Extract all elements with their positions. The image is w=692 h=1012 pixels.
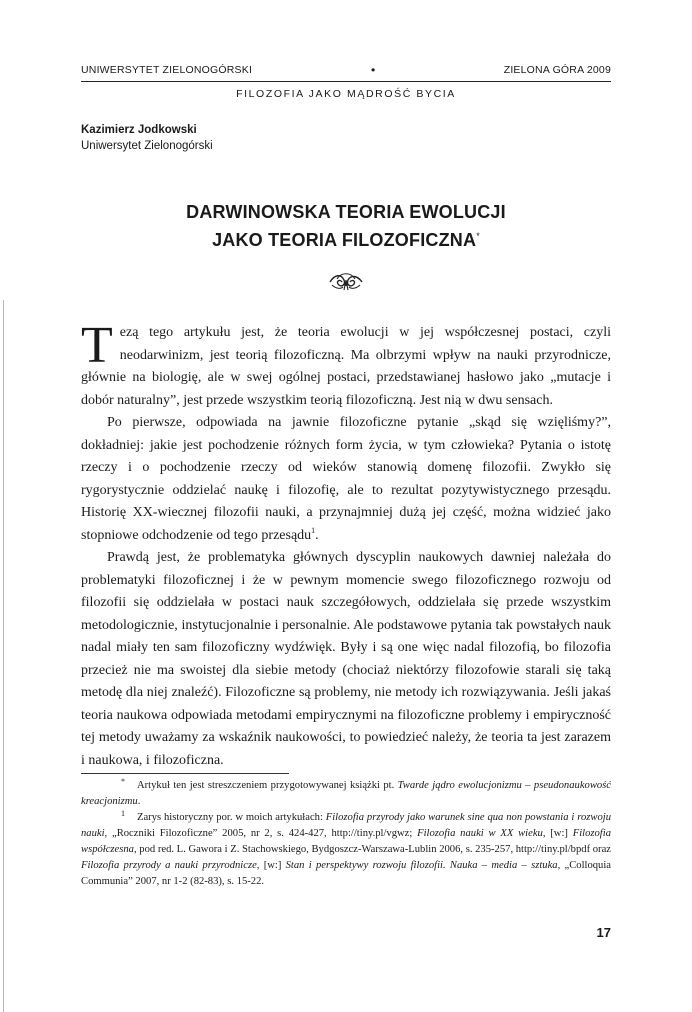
fleuron-ornament-icon [327,270,365,292]
footnote-2-part-e: , [w:] [542,828,573,839]
header-bullet: • [371,63,376,77]
paragraph-3-text: Prawdą jest, że problematyka głównych dyscyplin naukowych dawniej należała do problematyki filozoficznej i że w pewnym momencie swego filozoficznego rozwoju od filozofii się oddzielała w postaci nauk szczegółowych, oddzielała się przede wszystkim metodologicznie, instytucjonalnie i personalnie. Ale podstawowe pytania tak powstałych nauk nadal miały ten sam filozoficzny wydźwięk. Były i są one więc nadal filozofią, bo filozofia przecież nie ma swoistej dla siebie metody (chociaż niektórzy filozofowie starali się taką metodę dla niej znaleźć). Filozoficzne są problemy, nie metody ich rozwiązywania. Jeśli jakaś teoria naukowa odpowiada metodami empirycznymi na filozoficzne problemy i empiryczność tej metody uważamy za wskaźnik naukowości, to powiedzieć należy, że teoria ta jest zarazem i naukowa, i filozoficzna. [81,550,611,768]
author-affiliation: Uniwersytet Zielonogórski [81,140,213,152]
footnotes [81,778,611,890]
footnote-1-mark: * [121,777,125,786]
running-header [81,64,611,80]
footnote-1-text: Artykuł ten jest streszczeniem przygotowywanej książki pt. [137,780,398,791]
footnote-2-part-d: Filozofia nauki w XX wieku [417,828,543,839]
paragraph-2 [81,412,611,547]
header-university: UNIWERSYTET ZIELONOGÓRSKI [81,64,253,76]
title-line-2 [81,224,611,252]
footnote-1-end: . [137,796,141,807]
footnote-1 [81,778,611,810]
paragraph-2-end: . [315,527,319,543]
footnote-1-book-title: Twarde jądro ewolucjonizmu – pseudonaukowość kreacjonizmu [81,780,612,807]
footnote-rule [81,773,289,774]
article-title [81,200,611,252]
footnote-2-part-k: , „Colloquia Communia” 2007, nr 1-2 (82-83), s. 15-22. [81,860,611,887]
page-number: 17 [596,925,611,940]
footnote-2-mark: 1 [121,809,125,818]
footnote-2-part-i: , [w:] [256,860,286,871]
footnote-2-part-a: Zarys historyczny por. w moich artykułach: [137,812,326,823]
title-footnote-mark: * [476,231,480,241]
paragraph-3 [81,547,611,772]
footnote-2-part-b: Filozofia przyrody jako warunek sine qua non powstania i rozwoju nauki [81,812,611,839]
footnote-2-part-h: Filozofia przyrody a nauki przyrodnicze [81,860,257,871]
title-line-2-text: JAKO TEORIA FILOZOFICZNA [212,230,477,250]
footnote-2 [81,810,611,890]
footnote-2-part-c: , „Roczniki Filozoficzne” 2005, nr 2, s. 424-427, http://tiny.pl/vgwz; [104,828,418,839]
header-rule [81,81,611,82]
header-place-year: ZIELONA GÓRA 2009 [503,64,611,76]
paragraph-2-text: Po pierwsze, odpowiada na jawnie filozoficzne pytanie „skąd się wzięliśmy?”, dokładniej: jakie jest pochodzenie różnych form życia, w tym człowieka? Pytania o istotę rzeczy i o pochodzenie rzeczy od wieków stanowią domenę filozofii. Zwykło się rygorystycznie oddzielać naukę i filozofię, ale to rezultat pozytywistycznego przesądu. Historię XX-wiecznej filozofii nauki, a przynajmniej dużą jej część, można widzieć jako stopniowe odchodzenie od tego przesądu [81,415,611,543]
scan-edge-line [3,300,4,1012]
footnote-2-part-f: Filozofia współczesna [81,828,611,855]
title-line-1: DARWINOWSKA TEORIA EWOLUCJI [186,202,506,222]
author-block [81,122,213,154]
footnote-ref-1: 1 [311,525,316,535]
paragraph-1 [81,317,611,412]
drop-cap: T [81,317,113,374]
paragraph-1-text: ezą tego artykułu jest, że teoria ewolucji w jej współczesnej postaci, czyli neodarwinizm, jest teorią filozoficzną. Ma olbrzymi wpływ na nauki przyrodnicze, głównie na biologię, ale w swej ogólnej postaci, przedstawianej hasłowo jako „mutacje i dobór naturalny”, jest przede wszystkim teorią filozoficzną. Jest nią w dwu sensach. [81,325,611,408]
author-name: Kazimierz Jodkowski [81,124,197,136]
article-body [81,317,611,772]
footnote-2-part-j: Stan i perspektywy rozwoju filozofii. Nauka – media – sztuka [285,860,558,871]
series-title: FILOZOFIA JAKO MĄDROŚĆ BYCIA [236,88,456,100]
footnote-2-part-g: , pod red. L. Gawora i Z. Stachowskiego, Bydgoszcz-Warszawa-Lublin 2006, s. 235-257, http://tiny.pl/bpdf oraz [133,844,611,855]
